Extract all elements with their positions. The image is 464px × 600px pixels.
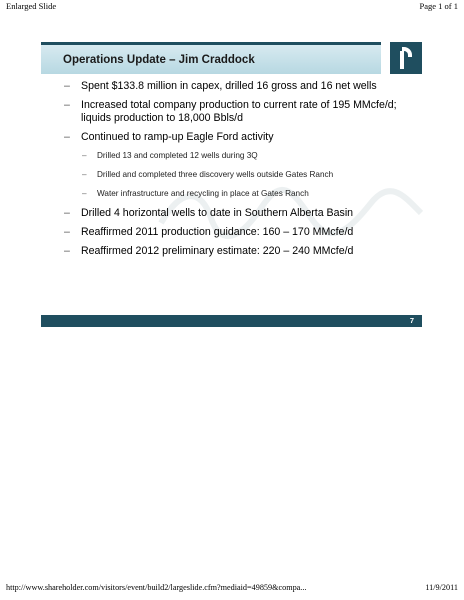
bullet-dash-icon: – bbox=[64, 131, 70, 143]
bullet-dash-icon: – bbox=[64, 226, 70, 238]
slide-title: Operations Update – Jim Craddock bbox=[63, 54, 255, 66]
bullet-dash-icon: – bbox=[64, 80, 70, 92]
bullet-item bbox=[41, 245, 422, 258]
bullet-text: Continued to ramp-up Eagle Ford activity bbox=[81, 131, 274, 143]
slide-footer-bar bbox=[41, 315, 422, 327]
slide-title-bar bbox=[41, 42, 381, 74]
bullet-dash-icon: – bbox=[82, 151, 87, 160]
print-header bbox=[6, 1, 458, 13]
company-logo bbox=[390, 42, 422, 74]
bullet-item bbox=[41, 207, 422, 220]
print-footer-url: http://www.shareholder.com/visitors/event/build2/largeslide.cfm?mediaid=49859&compa... bbox=[6, 583, 307, 592]
slide bbox=[41, 38, 422, 327]
bullet-item bbox=[41, 131, 422, 144]
logo-r-icon bbox=[400, 47, 412, 69]
bullet-dash-icon: – bbox=[82, 189, 87, 198]
slide-page-number: 7 bbox=[409, 316, 414, 325]
bullet-text: Drilled and completed three discovery wells outside Gates Ranch bbox=[97, 170, 334, 179]
bullet-text: Drilled 13 and completed 12 wells during 3Q bbox=[97, 151, 258, 160]
sub-bullet-item bbox=[41, 169, 422, 180]
print-footer bbox=[6, 583, 458, 595]
sub-bullet-item bbox=[41, 150, 422, 161]
bullet-dash-icon: – bbox=[64, 99, 70, 111]
bullet-text: Reaffirmed 2011 production guidance: 160 – 170 MMcfe/d bbox=[81, 226, 354, 238]
bullet-dash-icon: – bbox=[82, 170, 87, 179]
sub-bullet-item bbox=[41, 188, 422, 199]
bullet-list bbox=[41, 80, 422, 264]
bullet-item bbox=[41, 99, 422, 125]
bullet-text: Spent $133.8 million in capex, drilled 16 gross and 16 net wells bbox=[81, 80, 377, 92]
print-header-page: Page 1 of 1 bbox=[419, 1, 458, 11]
bullet-text: Water infrastructure and recycling in place at Gates Ranch bbox=[97, 189, 309, 198]
bullet-text: Drilled 4 horizontal wells to date in Southern Alberta Basin bbox=[81, 207, 354, 219]
bullet-item bbox=[41, 80, 422, 93]
bullet-text: Increased total company production to current rate of 195 MMcfe/d; liquids production to 18,000 Bbls/d bbox=[81, 99, 397, 124]
print-header-title: Enlarged Slide bbox=[6, 1, 57, 11]
bullet-dash-icon: – bbox=[64, 245, 70, 257]
bullet-item bbox=[41, 226, 422, 239]
bullet-dash-icon: – bbox=[64, 207, 70, 219]
print-footer-date: 11/9/2011 bbox=[425, 583, 458, 592]
bullet-text: Reaffirmed 2012 preliminary estimate: 220 – 240 MMcfe/d bbox=[81, 245, 354, 257]
